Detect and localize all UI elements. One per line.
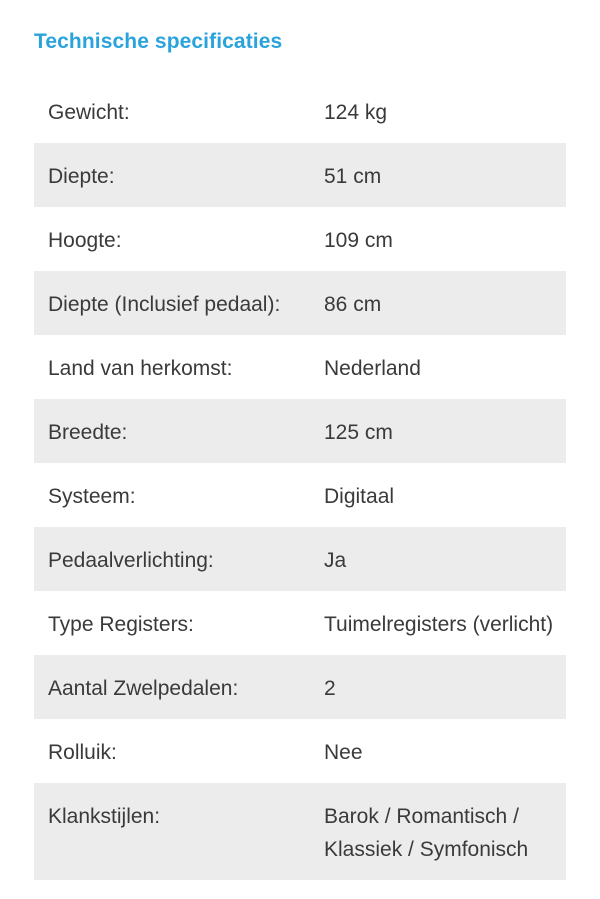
spec-row-diepte [34,143,566,207]
spec-value: Digitaal [324,485,395,508]
spec-row-type-registers [34,591,566,655]
spec-value: Tuimelregisters (verlicht) [324,613,554,636]
spec-row-aantal-zwelpedalen [34,655,566,719]
spec-value: 125 cm [324,421,393,444]
spec-row-systeem [34,463,566,527]
spec-label: Systeem: [48,485,136,508]
spec-label: Pedaalverlichting: [48,549,214,572]
spec-row-gewicht [34,79,566,143]
section-title: Technische specificaties [34,30,283,53]
spec-value: 109 cm [324,229,393,252]
spec-row-rolluik [34,719,566,783]
spec-row-hoogte [34,207,566,271]
spec-label: Breedte: [48,421,128,444]
spec-label: Land van herkomst: [48,357,233,380]
spec-value: 86 cm [324,293,382,316]
spec-table [34,79,566,880]
spec-value: 51 cm [324,165,382,188]
spec-label: Diepte (Inclusief pedaal): [48,293,281,316]
spec-label: Gewicht: [48,101,130,124]
spec-row-pedaalverlichting [34,527,566,591]
spec-row-diepte-inclusief-pedaal [34,271,566,335]
spec-value: 2 [324,677,336,700]
spec-label: Type Registers: [48,613,194,636]
spec-label: Hoogte: [48,229,122,252]
spec-label: Diepte: [48,165,115,188]
spec-label: Aantal Zwelpedalen: [48,677,239,700]
spec-value: Barok / Romantisch / Klassiek / Symfonisch [324,805,529,861]
spec-label: Klankstijlen: [48,805,161,828]
spec-value: Nee [324,741,363,764]
spec-label: Rolluik: [48,741,117,764]
spec-row-breedte [34,399,566,463]
spec-value: Nederland [324,357,421,380]
spec-value: Ja [324,549,347,572]
spec-row-klankstijlen [34,783,566,880]
spec-row-land-van-herkomst [34,335,566,399]
spec-value: 124 kg [324,101,388,124]
